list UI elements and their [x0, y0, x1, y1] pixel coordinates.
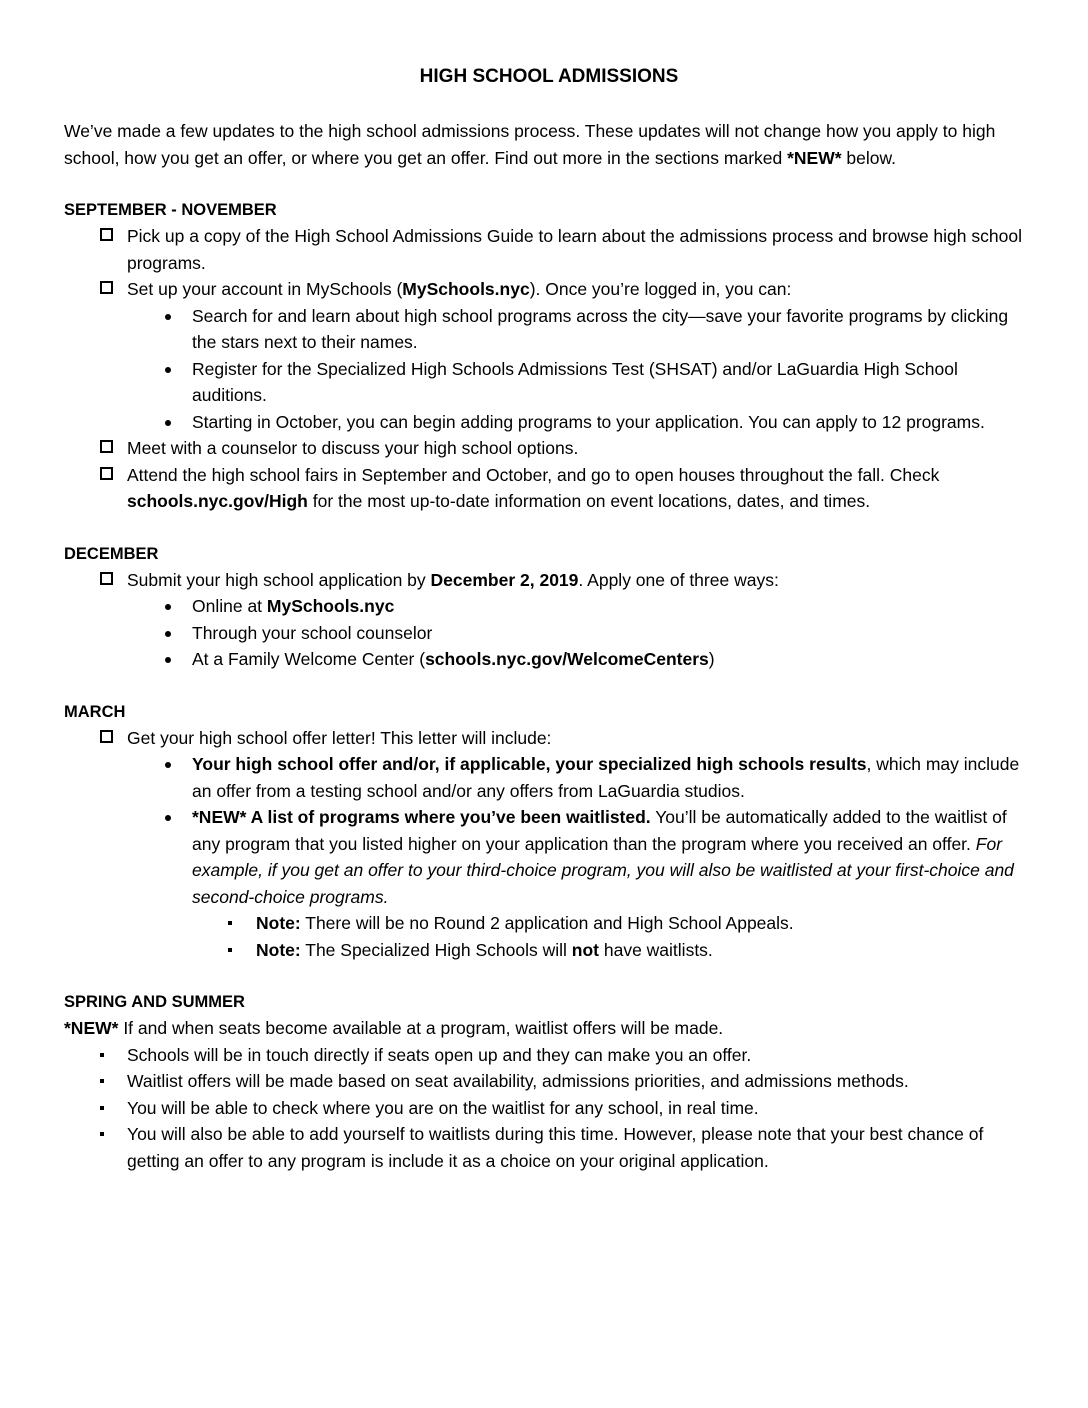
checkbox-icon [100, 730, 113, 743]
document-page [64, 64, 1026, 1174]
checkbox-icon [100, 228, 113, 241]
list-item: Your high school offer and/or, if applicable, your specialized high schools results, which may include an offer from a testing school and/or any offers from LaGuardia studios. [64, 751, 1026, 804]
square-bullet-icon [100, 1053, 104, 1057]
checkbox-icon [100, 572, 113, 585]
bullet-list [127, 593, 1026, 673]
list-item: Starting in October, you can begin adding programs to your application. You can apply to 12 programs. [64, 409, 1026, 436]
list-item: At a Family Welcome Center (schools.nyc.gov/WelcomeCenters) [64, 646, 1026, 673]
checkbox-icon [100, 440, 113, 453]
square-bullet-icon [100, 1132, 104, 1136]
note-list [192, 910, 1026, 963]
myschools-link: MySchools.nyc [402, 279, 530, 299]
square-bullet-icon [100, 1079, 104, 1083]
section-heading-march: MARCH [64, 702, 126, 721]
checkbox-icon [100, 281, 113, 294]
spring-list [64, 1042, 1026, 1175]
page-title: HIGH SCHOOL ADMISSIONS [419, 66, 679, 87]
bullet-icon [165, 657, 171, 663]
list-item: *NEW* A list of programs where you’ve been waitlisted. You’ll be automatically added to the waitlist of any program that you listed higher on your application than the program where you received an offer. For example, if you get an offer to your third-choice program, you will also be waitlisted at your first-choice and second-choice programs. Note: There will be no Round 2 application and High School Appeals. Note: The Specialized High Schools will not have waitlists. [64, 804, 1026, 963]
checkbox-icon [100, 467, 113, 480]
schools-high-link: schools.nyc.gov/High [127, 491, 308, 511]
bullet-icon [165, 367, 171, 373]
list-item: Search for and learn about high school programs across the city—save your favorite programs by clicking the stars next to their names. [64, 303, 1026, 356]
list-item: You will be able to check where you are on the waitlist for any school, in real time. [64, 1095, 1026, 1122]
checklist-item: Pick up a copy of the High School Admissions Guide to learn about the admissions process and browse high school programs. [64, 223, 1026, 276]
checklist-item: Submit your high school application by December 2, 2019. Apply one of three ways: Online at MySchools.nyc Through your school counselor At a Family Welcome Center (schools.nyc.gov/WelcomeCenters) [64, 567, 1026, 673]
list-item: You will also be able to add yourself to waitlists during this time. However, please note that your best chance of getting an offer to any program is include it as a choice on your original application. [64, 1121, 1026, 1174]
deadline-date: December 2, 2019 [430, 569, 579, 590]
welcome-centers-link: schools.nyc.gov/WelcomeCenters [425, 649, 709, 669]
new-tag: *NEW* [64, 1018, 119, 1038]
myschools-link: MySchools.nyc [266, 596, 395, 616]
list-item: Waitlist offers will be made based on seat availability, admissions priorities, and admissions methods. [64, 1068, 1026, 1095]
note-item: Note: The Specialized High Schools will not have waitlists. [64, 937, 1026, 964]
square-bullet-icon [100, 1106, 104, 1110]
spring-lead: *NEW* If and when seats become available at a program, waitlist offers will be made. [64, 1018, 724, 1038]
list-item: Schools will be in touch directly if seats open up and they can make you an offer. [64, 1042, 1026, 1069]
bullet-icon [165, 314, 171, 320]
section-heading-sep-nov: SEPTEMBER - NOVEMBER [64, 201, 277, 219]
bullet-icon [165, 815, 171, 821]
bullet-list [127, 303, 1026, 436]
checklist-item: Attend the high school fairs in September and October, and go to open houses throughout the fall. Check schools.nyc.gov/High for the most up-to-date information on event locations, dates, and times. [64, 462, 1026, 515]
checklist-item: Set up your account in MySchools (MySchools.nyc). Once you’re logged in, you can: Search for and learn about high school programs across the city—save your favorite programs by clicking the stars next to their names. Register for the Specialized High Schools Admissions Test (SHSAT) and/or LaGuardia High School auditions. Starting in October, you can begin adding programs to your application. You can apply to 12 programs. [64, 276, 1026, 435]
checklist-item: Meet with a counselor to discuss your high school options. [64, 435, 1026, 462]
square-bullet-icon [228, 921, 232, 925]
list-item: Register for the Specialized High Schools Admissions Test (SHSAT) and/or LaGuardia High School auditions. [64, 356, 1026, 409]
square-bullet-icon [228, 948, 232, 952]
intro-paragraph: We’ve made a few updates to the high school admissions process. These updates will not change how you apply to high school, how you get an offer, or where you get an offer. Find out more in the sections marked *NEW* below. [64, 121, 996, 168]
bullet-icon [165, 420, 171, 426]
list-item: Through your school counselor [64, 620, 1026, 647]
checklist-sep-nov [64, 223, 1026, 515]
checklist-item: Get your high school offer letter! This letter will include: Your high school offer and/or, if applicable, your specialized high schools results, which may include an offer from a testing school and/or any offers from LaGuardia studios. *NEW* A list of programs where you’ve been waitlisted. You’ll be automatically added to the waitlist of any program that you listed higher on your application than the program where you received an offer. For example, if you get an offer to your third-choice program, you will also be waitlisted at your first-choice and second-choice programs. Note: There will be no Round 2 application and High School Appeals. Note: The Specialized High Schools will not have waitlists. [64, 725, 1026, 964]
checklist-march [64, 725, 1026, 964]
section-heading-december: DECEMBER [64, 544, 159, 563]
bullet-icon [165, 631, 171, 637]
bullet-icon [165, 762, 171, 768]
bullet-icon [165, 604, 171, 610]
new-tag: *NEW* [787, 147, 842, 168]
note-item: Note: There will be no Round 2 application and High School Appeals. [64, 910, 1026, 937]
bullet-list [127, 751, 1026, 963]
checklist-december [64, 567, 1026, 673]
list-item: Online at MySchools.nyc [64, 593, 1026, 620]
section-heading-spring-summer: SPRING AND SUMMER [64, 993, 245, 1011]
